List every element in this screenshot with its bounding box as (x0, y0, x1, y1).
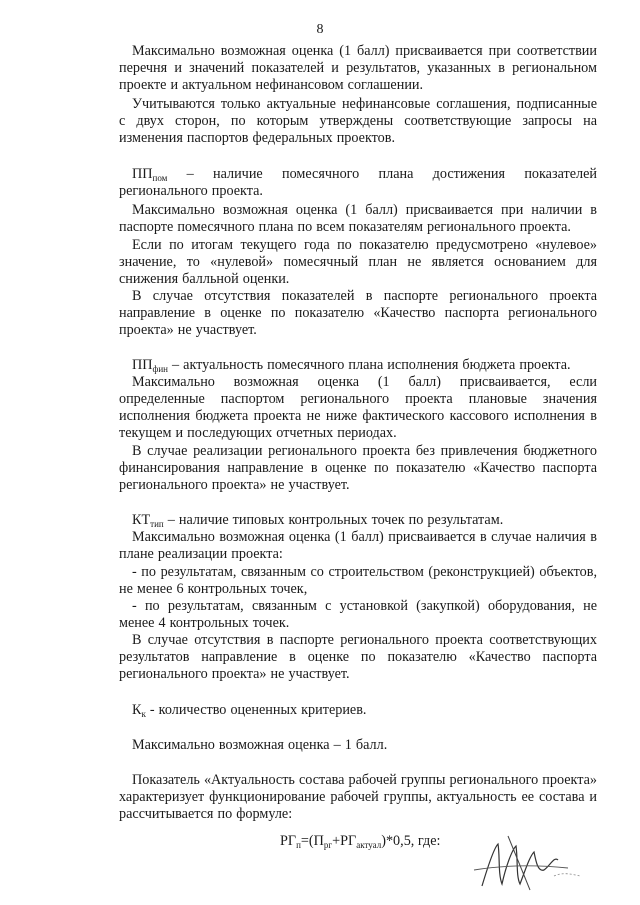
formula-rg-subscript: актуал (356, 840, 382, 850)
definition-text: – актуальность помесячного плана исполнения бюджета проекта. (167, 357, 571, 373)
definition-text: – наличие типовых контрольных точек по результатам. (163, 512, 504, 528)
definition-kt-tip (119, 512, 597, 529)
paragraph: Максимально возможная оценка (1 балл) присваивается в случае наличия в плане реализации проекта: (119, 529, 597, 562)
formula (280, 833, 440, 850)
definition-text: - количество оцененных критериев. (145, 702, 367, 718)
symbol-subscript: фин (152, 364, 168, 374)
paragraph: В случае реализации регионального проекта без привлечения бюджетного финансирования направление в оценке по показателю «Качество паспорта регионального проекта» не участвует. (119, 443, 597, 493)
formula-eq: =(П (300, 833, 324, 849)
paragraph: Максимально возможная оценка (1 балл) присваивается при соответствии перечня и значений показателей и результатов, указанных в региональном проекте и актуальном нефинансовом соглашении. (119, 43, 597, 93)
list-item: - по результатам, связанным с установкой (закупкой) оборудования, не менее 4 контрольных точек. (119, 598, 597, 631)
list-item: - по результатам, связанным со строительством (реконструкцией) объектов, не менее 6 контрольных точек, (119, 564, 597, 597)
definition-pp-fin (119, 357, 597, 374)
symbol-subscript: пом (152, 173, 168, 183)
symbol: ПП (132, 357, 153, 373)
symbol-subscript: к (141, 709, 146, 719)
paragraph: В случае отсутствия в паспорте регионального проекта соответствующих результатов направление в оценке по показателю «Качество паспорта регионального проекта» не участвует. (119, 632, 597, 682)
paragraph: Максимально возможная оценка – 1 балл. (132, 737, 388, 753)
definition-k-k (119, 702, 597, 719)
definition-pp-pom (119, 166, 597, 200)
paragraph: Если по итогам текущего года по показателю предусмотрено «нулевое» значение, то «нулевой» помесячный план не является основанием для снижения балльной оценки. (119, 237, 597, 287)
paragraph: Максимально возможная оценка (1 балл) присваивается, если определенные паспортом регионального проекта плановые значения исполнения бюджета проекта не ниже фактического кассового исполнения в текущем и последующих отчетных периодах. (119, 374, 597, 441)
symbol-subscript: тип (150, 519, 164, 529)
paragraph: Показатель «Актуальность состава рабочей группы регионального проекта» характеризует функционирование рабочей группы, актуальность ее состава и рассчитывается по формуле: (119, 772, 597, 822)
formula-p-subscript: рг (323, 840, 333, 850)
symbol: ПП (132, 166, 153, 182)
formula-plus: +РГ (332, 833, 357, 849)
paragraph: Учитываются только актуальные нефинансовые соглашения, подписанные с двух сторон, по которым утверждены соответствующие запросы на изменения паспортов федеральных проектов. (119, 96, 597, 146)
symbol: КТ (132, 512, 151, 528)
symbol: К (132, 702, 142, 718)
formula-lhs: РГ (280, 833, 297, 849)
paragraph: Максимально возможная оценка (1 балл) присваивается при наличии в паспорте помесячного плана по всем показателям регионального проекта. (119, 202, 597, 235)
formula-lhs-subscript: п (296, 840, 301, 850)
definition-text: – наличие помесячного плана достижения показателей регионального проекта. (119, 166, 597, 199)
page-number: 8 (316, 22, 324, 37)
paragraph: В случае отсутствия показателей в паспорте регионального проекта направление в оценке по показателю «Качество паспорта регионального проекта» не участвует. (119, 288, 597, 338)
handwritten-signature (468, 826, 588, 901)
formula-tail: )*0,5, где: (381, 833, 441, 849)
